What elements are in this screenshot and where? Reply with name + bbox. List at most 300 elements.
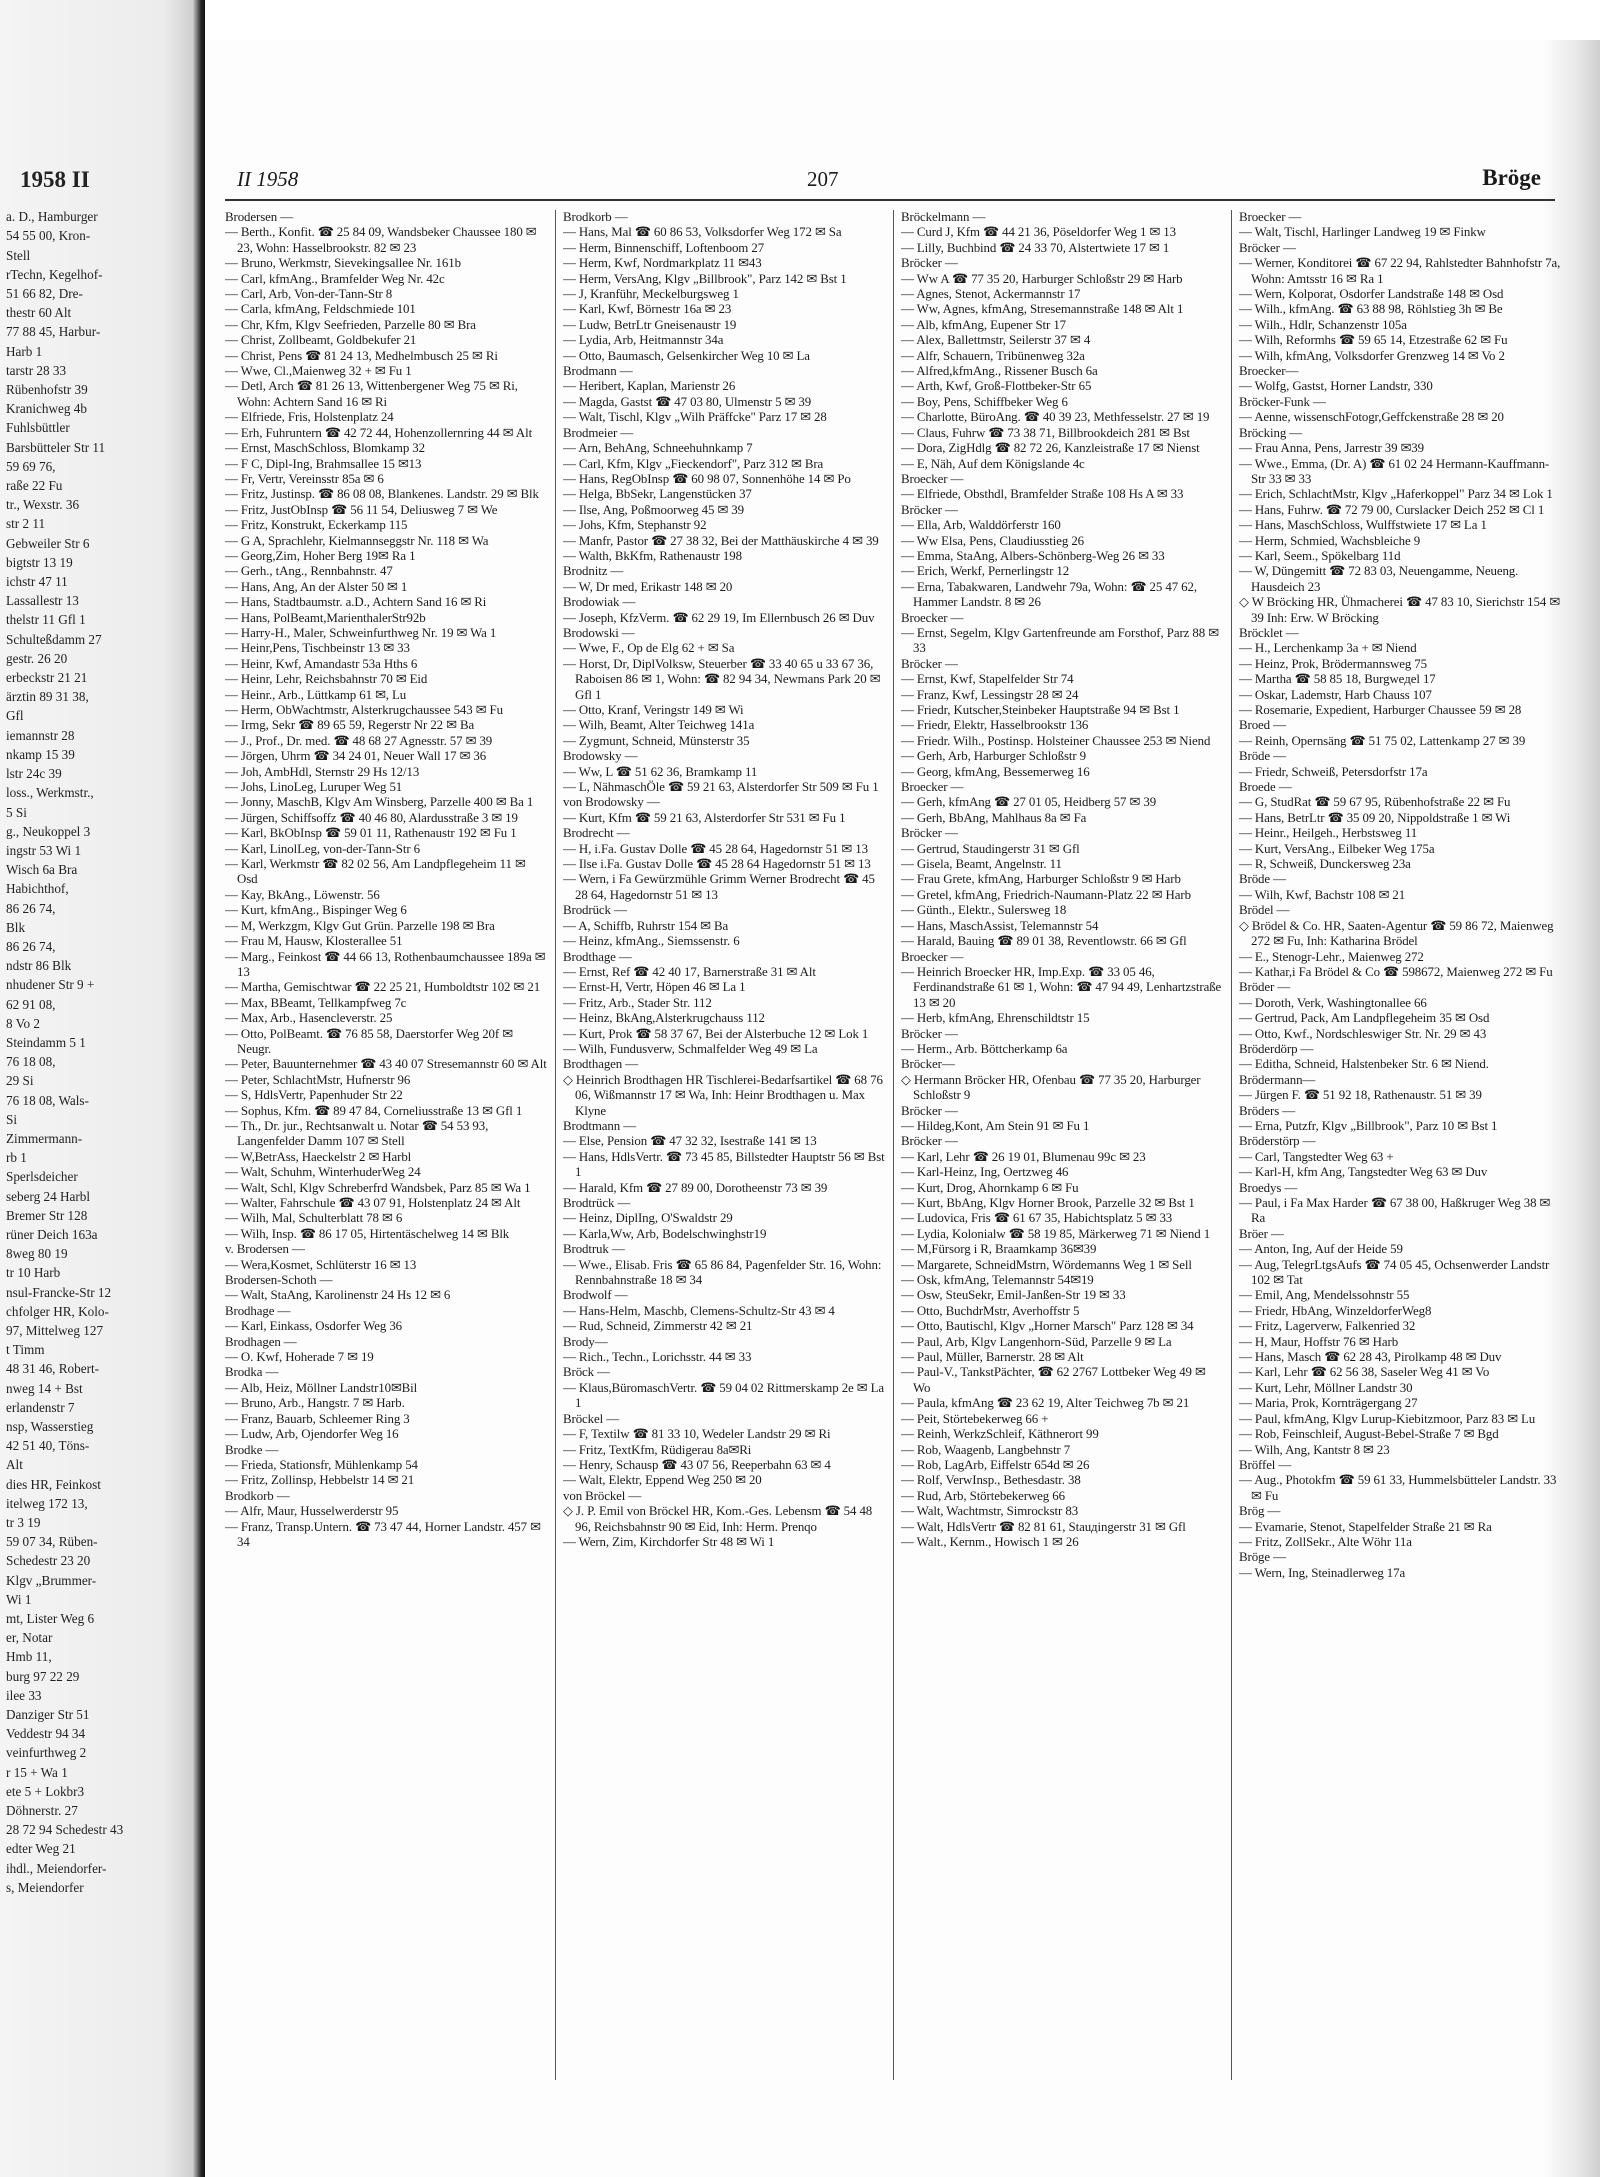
left-page-line: 86 26 74, xyxy=(6,900,56,916)
directory-entry: — Friedr, Elektr, Hasselbrookstr 136 xyxy=(901,718,1089,733)
left-page-line: chfolger HR, Kolo- xyxy=(6,1303,109,1319)
directory-entry: — Hans-Helm, Maschb, Clemens-Schultz-Str 43 ✉ 4 xyxy=(563,1303,835,1318)
left-page-header: 1958 II xyxy=(20,167,90,192)
left-page-line: Veddestr 94 34 xyxy=(6,1726,86,1742)
directory-entry: — Hans, Stadtbaumstr. a.D., Achtern Sand 16 ✉ Ri xyxy=(225,595,487,610)
surname-heading: v. Brodersen — xyxy=(225,1242,305,1257)
left-page-line: tr 3 19 xyxy=(6,1515,41,1531)
left-page-line: 51 66 82, Dre- xyxy=(6,286,83,302)
directory-entry: — Agnes, Stenot, Ackermannstr 17 xyxy=(901,287,1081,302)
left-page-line: 59 07 34, Rüben- xyxy=(6,1534,98,1550)
directory-entry: — Fritz, Arb., Stader Str. 112 xyxy=(563,995,712,1010)
left-page-line: ndstr 86 Blk xyxy=(6,958,72,974)
directory-entry: — Heinrich Broecker HR, Imp.Exp. ☎ 33 05 46, Ferdinandstraße 61 ✉ 1, Wohn: ☎ 47 94 49, Lenhartzstraße 13 ✉ 20 xyxy=(901,964,1222,1010)
left-page-line: bigtstr 13 19 xyxy=(6,554,73,570)
directory-entry: — Walt, Elektr, Eppend Weg 250 ✉ 20 xyxy=(563,1473,762,1488)
directory-entry: — J., Prof., Dr. med. ☎ 48 68 27 Agnesstr. 57 ✉ 39 xyxy=(225,733,493,748)
directory-entry: — Otto, Kwf., Nordschleswiger Str. Nr. 29 ✉ 43 xyxy=(1239,1026,1487,1041)
directory-entry: — W,BetrAss, Haeckelstr 2 ✉ Harbl xyxy=(225,1149,412,1164)
left-page-line: 59 69 76, xyxy=(6,458,56,474)
surname-heading: Bröer — xyxy=(1239,1226,1284,1241)
left-page-line: iemannstr 28 xyxy=(6,727,75,743)
directory-entry: — Herm, Schmied, Wachsbleiche 9 xyxy=(1239,533,1421,548)
directory-entry: — Elfriede, Obsthdl, Bramfelder Straße 108 Hs A ✉ 33 xyxy=(901,487,1184,502)
surname-heading: Bröckelmann — xyxy=(901,210,986,224)
directory-entry: — Ww A ☎ 77 35 20, Harburger Schloßstr 29 ✉ Harb xyxy=(901,271,1183,286)
directory-entry: — Otto, Kranf, Veringstr 149 ✉ Wi xyxy=(563,703,744,717)
directory-entry: — W, Düngemitt ☎ 72 83 03, Neuengamme, Neueng. Hausdeich 23 xyxy=(1239,564,1519,594)
directory-entry: — Claus, Fuhrw ☎ 73 38 71, Billbrookdeich 281 ✉ Bst xyxy=(901,425,1190,440)
directory-entry: — Peter, Bauunternehmer ☎ 43 40 07 Stresemannstr 60 ✉ Alt xyxy=(225,1057,547,1072)
column-2 xyxy=(563,210,885,2090)
directory-entry: — Margarete, SchneidMstrn, Wördemanns Weg 1 ✉ Sell xyxy=(901,1257,1192,1272)
surname-heading: Brodwolf — xyxy=(563,1288,628,1303)
directory-columns xyxy=(225,210,1561,2090)
surname-heading: Bröffel — xyxy=(1239,1457,1292,1472)
directory-entry: — Heinz, Prok, Brödermannsweg 75 xyxy=(1239,656,1427,671)
directory-entry: — Karl, Seem., Spökelbarg 11d xyxy=(1239,548,1401,563)
directory-entry: — Hans, BetrLtr ☎ 35 09 20, Nippoldstraße 1 ✉ Wi xyxy=(1239,810,1511,825)
directory-entry: — Hans, MaschAssist, Telemannstr 54 xyxy=(901,918,1099,933)
left-page-line: dies HR, Feinkost xyxy=(6,1476,101,1492)
directory-entry: — Evamarie, Stenot, Stapelfelder Straße 21 ✉ Ra xyxy=(1239,1519,1492,1534)
directory-entry: — Fritz, Konstrukt, Eckerkamp 115 xyxy=(225,518,408,533)
directory-entry: — Aug, TelegrLtgsAufs ☎ 74 05 45, Ochsenwerder Landstr 102 ✉ Tat xyxy=(1239,1257,1550,1288)
directory-entry: — Karl, Kwf, Börnestr 16a ✉ 23 xyxy=(563,302,732,317)
directory-entry: — Fritz, TextKfm, Rüdigerau 8a✉Ri xyxy=(563,1442,752,1457)
left-page-fragment xyxy=(0,150,185,2100)
surname-heading: Brodersen-Schoth — xyxy=(225,1273,333,1288)
directory-entry: — Henry, Schausp ☎ 43 07 56, Reeperbahn 63 ✉ 4 xyxy=(563,1457,831,1472)
surname-heading: Bröcker — xyxy=(901,826,958,841)
directory-entry: — Heinr,Pens, Tischbeinstr 13 ✉ 33 xyxy=(225,641,410,656)
left-page-line: 42 51 40, Töns- xyxy=(6,1438,90,1454)
left-page-line: 8weg 80 19 xyxy=(6,1246,68,1262)
left-page-line: Gfl xyxy=(6,708,24,724)
directory-entry: — Oskar, Lademstr, Harb Chauss 107 xyxy=(1239,687,1432,702)
directory-entry: — Herm., Arb. Böttcherkamp 6a xyxy=(901,1041,1068,1056)
left-page-line: 77 88 45, Harbur- xyxy=(6,324,101,340)
directory-entry: — Charlotte, BüroAng. ☎ 40 39 23, Methfesselstr. 27 ✉ 19 xyxy=(901,410,1210,425)
surname-heading: von Bröckel — xyxy=(563,1488,642,1503)
left-page-line: erlandenstr 7 xyxy=(6,1399,75,1415)
surname-heading: Bröders — xyxy=(1239,1103,1296,1118)
directory-entry: — Th., Dr. jur., Rechtsanwalt u. Notar ☎ 54 53 93, Langenfelder Damm 107 ✉ Stell xyxy=(225,1118,489,1149)
directory-entry: — F C, Dipl-Ing, Brahmsallee 15 ✉13 xyxy=(225,456,422,471)
directory-entry: — Alb, kfmAng, Eupener Str 17 xyxy=(901,317,1067,332)
column-1 xyxy=(225,210,547,2090)
directory-entry: — Rosemarie, Expedient, Harburger Chaussee 59 ✉ 28 xyxy=(1239,703,1522,717)
left-page-line: Barsbütteler Str 11 xyxy=(6,439,106,455)
directory-entry: — Ernst, MaschSchloss, Blomkamp 32 xyxy=(225,441,425,456)
left-page-line: ete 5 + Lokbr3 xyxy=(6,1783,85,1799)
surname-heading: Bröcker— xyxy=(901,1057,955,1072)
column-divider xyxy=(1231,210,1232,2080)
directory-entry: — Ww Elsa, Pens, Claudiusstieg 26 xyxy=(901,533,1085,548)
directory-entry: — Karl, Werkmstr ☎ 82 02 56, Am Landpflegeheim 11 ✉ Osd xyxy=(225,857,526,887)
directory-entry: — Joh, AmbHdl, Sternstr 29 Hs 12/13 xyxy=(225,764,420,779)
directory-entry: — Georg, kfmAng, Bessemerweg 16 xyxy=(901,764,1090,779)
directory-entry: — Reinh, Opernsäng ☎ 51 75 02, Lattenkamp 27 ✉ 39 xyxy=(1239,733,1526,748)
directory-entry: — Heinr., Arb., Lüttkamp 61 ✉, Lu xyxy=(225,687,407,702)
directory-entry: — Osk, kfmAng, Telemannstr 54✉19 xyxy=(901,1273,1094,1288)
surname-heading: Broecker — xyxy=(901,780,964,795)
surname-heading: Bröcker — xyxy=(1239,240,1296,255)
directory-entry: — Karl, Lehr ☎ 26 19 01, Blumenau 99c ✉ 23 xyxy=(901,1149,1146,1164)
directory-entry: — Herm, Kwf, Nordmarkplatz 11 ✉43 xyxy=(563,256,762,271)
left-page-line: Danziger Str 51 xyxy=(6,1707,90,1723)
directory-entry: — M, Werkzgm, Klgv Gut Grün. Parzelle 198 ✉ Bra xyxy=(225,918,495,933)
left-page-line: gestr. 26 20 xyxy=(6,650,68,666)
directory-entry: — Emil, Ang, Mendelssohnstr 55 xyxy=(1239,1288,1410,1303)
left-page-line: tr 10 Harb xyxy=(6,1265,61,1281)
directory-entry: — Kurt, kfmAng., Bispinger Weg 6 xyxy=(225,903,407,918)
directory-entry: — Alex, Ballettmstr, Seilerstr 37 ✉ 4 xyxy=(901,333,1091,348)
directory-entry: — Martha, Gemischtwar ☎ 22 25 21, Humboldtstr 102 ✉ 21 xyxy=(225,980,541,995)
left-page-line: Sperlsdeicher xyxy=(6,1169,78,1185)
directory-entry: — Hildeg,Kont, Am Stein 91 ✉ Fu 1 xyxy=(901,1118,1090,1133)
directory-entry: — Carl, kfmAng., Bramfelder Weg Nr. 42c xyxy=(225,271,445,286)
directory-entry: — Ernst, Kwf, Stapelfelder Str 74 xyxy=(901,672,1074,687)
directory-entry: — Ludw, BetrLtr Gneisenaustr 19 xyxy=(563,317,737,332)
surname-heading: Brody— xyxy=(563,1334,608,1349)
directory-entry: — Walt, StaAng, Karolinenstr 24 Hs 12 ✉ 6 xyxy=(225,1288,451,1303)
directory-entry: — Harald, Bauing ☎ 89 01 38, Reventlowstr. 66 ✉ Gfl xyxy=(901,934,1187,949)
left-page-line: g., Neukoppel 3 xyxy=(6,823,91,839)
surname-heading: Brodka — xyxy=(225,1365,279,1380)
directory-entry: — Max, BBeamt, Tellkampfweg 7c xyxy=(225,995,407,1010)
directory-entry: — Emma, StaAng, Albers-Schönberg-Weg 26 ✉ 33 xyxy=(901,548,1165,563)
left-page-line: rb 1 xyxy=(6,1150,27,1166)
directory-entry: — Alfr, Maur, Husselwerderstr 95 xyxy=(225,1504,399,1519)
directory-entry: — Walt, Schuhm, WinterhuderWeg 24 xyxy=(225,1165,421,1180)
directory-entry: — J, Kranführ, Meckelburgsweg 1 xyxy=(563,287,739,302)
directory-entry: — Osw, SteuSekr, Emil-Janßen-Str 19 ✉ 33 xyxy=(901,1288,1126,1303)
directory-entry: — Kurt, Drog, Ahornkamp 6 ✉ Fu xyxy=(901,1180,1079,1195)
left-page-line: ihdl., Meiendorfer- xyxy=(6,1860,107,1876)
directory-entry: — Hans, Mal ☎ 60 86 53, Volksdorfer Weg 172 ✉ Sa xyxy=(563,225,842,240)
directory-entry: — Fritz, Zollinsp, Hebbelstr 14 ✉ 21 xyxy=(225,1473,415,1488)
directory-entry: — Frieda, Stationsfr, Mühlenkamp 54 xyxy=(225,1457,418,1472)
surname-heading: Brödermann— xyxy=(1239,1072,1316,1087)
directory-entry: — Ernst-H, Vertr, Höpen 46 ✉ La 1 xyxy=(563,980,746,995)
left-page-line: Döhnerstr. 27 xyxy=(6,1803,78,1819)
left-page-line: er, Notar xyxy=(6,1630,53,1646)
directory-entry: — Carl, Kfm, Klgv „Fieckendorf", Parz 312 ✉ Bra xyxy=(563,456,824,471)
directory-entry: — Wilh, Mal, Schulterblatt 78 ✉ 6 xyxy=(225,1211,403,1226)
directory-entry: — Kurt, BbAng, Klgv Horner Brook, Parzelle 32 ✉ Bst 1 xyxy=(901,1196,1195,1210)
directory-entry: — Manfr, Pastor ☎ 27 38 32, Bei der Matthäuskirche 4 ✉ 39 xyxy=(563,533,879,548)
directory-entry: — Frau M, Hausw, Klosterallee 51 xyxy=(225,934,403,949)
surname-heading: Brodowiak — xyxy=(563,595,636,610)
surname-heading: Brodmeier — xyxy=(563,425,634,440)
directory-entry: — H, Maur, Hoffstr 76 ✉ Harb xyxy=(1239,1334,1399,1349)
directory-entry: — R, Schweiß, Dunckersweg 23a xyxy=(1239,857,1411,872)
directory-entry: — Karl, LinolLeg, von-der-Tann-Str 6 xyxy=(225,841,420,856)
left-page-line: t Timm xyxy=(6,1342,45,1358)
directory-entry: — Erna, Putzfr, Klgv „Billbrook", Parz 10 ✉ Bst 1 xyxy=(1239,1118,1498,1133)
directory-entry: — Heinz, BkAng,Alsterkrugchauss 112 xyxy=(563,1011,765,1026)
left-page-line: ärztin 89 31 38, xyxy=(6,689,89,705)
surname-heading: von Brodowsky — xyxy=(563,795,660,810)
directory-entry: — Kurt, Lehr, Möllner Landstr 30 xyxy=(1239,1380,1413,1395)
directory-entry: — Wolfg, Gastst, Horner Landstr, 330 xyxy=(1239,379,1433,394)
directory-entry: — Wern, i Fa Gewürzmühle Grimm Werner Brodrecht ☎ 45 28 64, Hagedornstr 51 ✉ 13 xyxy=(563,872,875,902)
directory-entry: — Walt, Tischl, Harlinger Landweg 19 ✉ Finkw xyxy=(1239,225,1486,240)
directory-entry: — Walt, Wachtmstr, Simrockstr 83 xyxy=(901,1504,1079,1519)
surname-heading: Brodtmann — xyxy=(563,1118,637,1133)
directory-entry: — Wilh., Hdlr, Schanzenstr 105a xyxy=(1239,317,1407,332)
directory-entry: — Anton, Ing, Auf der Heide 59 xyxy=(1239,1242,1403,1257)
directory-entry: — Ww, Agnes, kfmAng, Stresemannstraße 148 ✉ Alt 1 xyxy=(901,302,1184,317)
surname-heading: Bröckel — xyxy=(563,1411,620,1426)
surname-heading: Broecker — xyxy=(901,949,964,964)
directory-entry: — Ernst, Ref ☎ 42 40 17, Barnerstraße 31 ✉ Alt xyxy=(563,964,816,979)
surname-heading: Brodke — xyxy=(225,1442,279,1457)
surname-heading: Brodhage — xyxy=(225,1303,291,1318)
directory-entry: — Lydia, Kolonialw ☎ 58 19 85, Märkerweg 71 ✉ Niend 1 xyxy=(901,1226,1211,1241)
directory-entry: — Walth, BkKfm, Rathenaustr 198 xyxy=(563,548,742,563)
directory-entry: — Ludovica, Fris ☎ 61 67 35, Habichtsplatz 5 ✉ 33 xyxy=(901,1211,1173,1226)
directory-entry: — Karl-Heinz, Ing, Oertzweg 46 xyxy=(901,1165,1069,1180)
directory-entry: — Gerh, BbAng, Mahlhaus 8a ✉ Fa xyxy=(901,810,1087,825)
surname-heading: Bröck — xyxy=(563,1365,610,1380)
directory-entry: — Hans, PolBeamt,MarienthalerStr92b xyxy=(225,610,426,625)
surname-heading: Bröcking — xyxy=(1239,425,1303,440)
directory-entry: — Klaus,BüromaschVertr. ☎ 59 04 02 Rittmerskamp 2e ✉ La 1 xyxy=(563,1380,885,1411)
left-page-line: 8 Vo 2 xyxy=(6,1015,40,1031)
directory-entry: — Erna, Tabakwaren, Landwehr 79a, Wohn: ☎ 25 47 62, Hammer Landstr. 8 ✉ 26 xyxy=(901,579,1197,610)
directory-entry: — Ww, L ☎ 51 62 36, Bramkamp 11 xyxy=(563,764,758,779)
column-3 xyxy=(901,210,1223,2090)
directory-entry: — Fritz, Lagerverw, Falkenried 32 xyxy=(1239,1319,1416,1334)
directory-entry: — Karl, BkObInsp ☎ 59 01 11, Rathenaustr 192 ✉ Fu 1 xyxy=(225,826,517,841)
column-divider xyxy=(893,210,894,2080)
directory-entry: — Walt, Schl, Klgv Schreberfrd Wandsbek, Parz 85 ✉ Wa 1 xyxy=(225,1180,531,1195)
directory-entry: — Zygmunt, Schneid, Münsterstr 35 xyxy=(563,733,750,748)
left-page-line: ilee 33 xyxy=(6,1687,42,1703)
directory-entry: — Joseph, KfzVerm. ☎ 62 29 19, Im Ellernbusch 26 ✉ Duv xyxy=(563,610,875,625)
directory-entry: — Wilh, Insp. ☎ 86 17 05, Hirtentäschelweg 14 ✉ Blk xyxy=(225,1226,510,1241)
left-page-line: Si xyxy=(6,1111,17,1127)
left-page-line: Lassallestr 13 xyxy=(6,593,79,609)
surname-heading: Bröcker — xyxy=(901,256,958,271)
surname-heading: Brodtrück — xyxy=(563,1196,631,1210)
directory-entry: — Walt, HdlsVertr ☎ 82 81 61, Stauдingerstr 31 ✉ Gfl xyxy=(901,1519,1186,1534)
directory-entry: — Hans, HdlsVertr. ☎ 73 45 85, Billstedter Hauptstr 56 ✉ Bst 1 xyxy=(563,1149,885,1180)
left-page-line: Blk xyxy=(6,919,26,935)
directory-entry: — Irmg, Sekr ☎ 89 65 59, Regerstr Nr 22 ✉ Ba xyxy=(225,718,475,733)
page-header xyxy=(225,165,1555,201)
directory-entry: — Detl, Arch ☎ 81 26 13, Wittenbergener Weg 75 ✉ Ri, Wohn: Achtern Sand 16 ✉ Ri xyxy=(225,379,518,409)
directory-entry: — Harry-H., Maler, Schweinfurthweg Nr. 19 ✉ Wa 1 xyxy=(225,625,497,640)
directory-entry: — Gertrud, Pack, Am Landpflegeheim 35 ✉ Osd xyxy=(1239,1011,1490,1026)
directory-entry: — Johs, LinoLeg, Luruper Weg 51 xyxy=(225,780,403,795)
directory-entry: — Erich, Werkf, Pernerlingstr 12 xyxy=(901,564,1070,579)
directory-entry: — Fritz, ZollSekr., Alte Wöhr 11a xyxy=(1239,1534,1412,1549)
surname-heading: Bröcklet — xyxy=(1239,625,1299,640)
directory-entry: — Alb, Heiz, Möllner Landstr10✉Bil xyxy=(225,1380,418,1395)
left-page-line: 97, Mittelweg 127 xyxy=(6,1322,104,1338)
left-page-line: Stell xyxy=(6,247,31,263)
directory-entry: — Hans, MaschSchloss, Wulffstwiete 17 ✉ La 1 xyxy=(1239,518,1487,533)
directory-entry: — Lilly, Buchbind ☎ 24 33 70, Alstertwiete 17 ✉ 1 xyxy=(901,240,1170,255)
directory-entry: — Gerh., tAng., Rennbahnstr. 47 xyxy=(225,564,393,579)
left-page-line: Kranichweg 4b xyxy=(6,401,87,417)
directory-entry: — G, StudRat ☎ 59 67 95, Rübenhofstraße 22 ✉ Fu xyxy=(1239,795,1511,810)
directory-entry: — Otto, Bautischl, Klgv „Horner Marsch" Parz 128 ✉ 34 xyxy=(901,1319,1194,1334)
surname-heading: Brodowski — xyxy=(563,625,635,640)
directory-entry: — F, Textilw ☎ 81 33 10, Wedeler Landstr 29 ✉ Ri xyxy=(563,1427,831,1442)
directory-entry: — Rob, LagArb, Eiffelstr 654d ✉ 26 xyxy=(901,1457,1090,1472)
directory-entry: — Berth., Konfit. ☎ 25 84 09, Wandsbeker Chaussee 180 ✉ 23, Wohn: Hasselbrookstr. 82 ✉ 23 xyxy=(225,225,537,255)
surname-heading: Brodtruk — xyxy=(563,1242,625,1257)
left-page-line: 48 31 46, Robert- xyxy=(6,1361,100,1377)
directory-entry: — Gisela, Beamt, Angelnstr. 11 xyxy=(901,857,1062,872)
directory-entry: — Jürgen F. ☎ 51 92 18, Rathenaustr. 51 ✉ 39 xyxy=(1239,1088,1482,1103)
directory-entry: — Fr, Vertr, Vereinsstr 85a ✉ 6 xyxy=(225,471,384,486)
directory-entry: — Paula, kfmAng ☎ 23 62 19, Alter Teichweg 7b ✉ 21 xyxy=(901,1396,1190,1411)
directory-entry: — E., Stenogr-Lehr., Maienweg 272 xyxy=(1239,949,1424,964)
directory-entry: — Franz, Transp.Untern. ☎ 73 47 44, Horner Landstr. 457 ✉ 34 xyxy=(225,1519,541,1549)
directory-entry: — Paul-V., TankstPächter, ☎ 62 2767 Lottbeker Weg 49 ✉ Wo xyxy=(901,1365,1206,1395)
directory-entry: — Friedr, Kutscher,Steinbeker Hauptstraße 94 ✉ Bst 1 xyxy=(901,703,1180,717)
left-page-line: s, Meiendorfer xyxy=(6,1879,84,1895)
directory-entry: — Wwe, Cl.,Maienweg 32 + ✉ Fu 1 xyxy=(225,364,412,379)
directory-entry: — Kurt, VersAng., Eilbeker Weg 175a xyxy=(1239,841,1435,856)
directory-entry: — Hans, RegObInsp ☎ 60 98 07, Sonnenhöhe 14 ✉ Po xyxy=(563,471,851,486)
directory-entry: — Wwe., Elisab. Fris ☎ 65 86 84, Pagenfelder Str. 16, Wohn: Rennbahnstraße 18 ✉ 34 xyxy=(563,1257,882,1288)
surname-heading: Bröcker — xyxy=(901,1026,958,1041)
directory-entry: ◇ Hermann Bröcker HR, Ofenbau ☎ 77 35 20, Harburger Schloßstr 9 xyxy=(901,1072,1201,1103)
directory-entry: — Fritz, JustObInsp ☎ 56 11 54, Deliusweg 7 ✉ We xyxy=(225,502,498,517)
left-page-line: 76 18 08, xyxy=(6,1054,56,1070)
left-page-line: Gebweiler Str 6 xyxy=(6,535,90,551)
surname-heading: Brödel — xyxy=(1239,903,1290,918)
left-page-line: seberg 24 Harbl xyxy=(6,1188,90,1204)
surname-heading: Bröder — xyxy=(1239,980,1291,995)
directory-entry: — Arn, BehAng, Schneehuhnkamp 7 xyxy=(563,441,753,456)
left-page-line: nhudener Str 9 + xyxy=(6,977,95,993)
directory-entry: — Magda, Gastst ☎ 47 03 80, Ulmenstr 5 ✉ 39 xyxy=(563,394,812,409)
directory-entry: — Wilh., kfmAng. ☎ 63 88 98, Röhlstieg 3h ✉ Be xyxy=(1239,302,1503,317)
directory-entry: — Rob, Waagenb, Langbehnstr 7 xyxy=(901,1442,1071,1457)
directory-entry: — Alfr, Schauern, Tribünenweg 32a xyxy=(901,348,1085,363)
surname-heading: Brodrecht — xyxy=(563,826,630,841)
volume-year: II 1958 xyxy=(237,167,299,191)
column-4 xyxy=(1239,210,1561,2090)
directory-entry: — Christ, Zollbeamt, Goldbekufer 21 xyxy=(225,333,417,348)
left-page-line: rüner Deich 163a xyxy=(6,1226,98,1242)
directory-entry: — Wilh, Beamt, Alter Teichweg 141a xyxy=(563,718,755,733)
directory-entry: — Gretel, kfmAng, Friedrich-Naumann-Platz 22 ✉ Harb xyxy=(901,887,1191,902)
directory-entry: — Martha ☎ 58 85 18, Burgweдel 17 xyxy=(1239,672,1436,687)
left-page-line: ingstr 53 Wi 1 xyxy=(6,842,82,858)
directory-entry: — Otto, BuchdrMstr, Averhoffstr 5 xyxy=(901,1303,1080,1318)
surname-heading: Broecker — xyxy=(1239,210,1302,224)
surname-heading: Brodhagen — xyxy=(225,1334,297,1349)
directory-entry: — Walt., Kernm., Howisch 1 ✉ 26 xyxy=(901,1534,1079,1549)
directory-entry: — Heinr, Lehr, Reichsbahnstr 70 ✉ Eid xyxy=(225,672,428,687)
surname-heading: Broed — xyxy=(1239,718,1286,733)
directory-entry: — Ella, Arb, Walddörferstr 160 xyxy=(901,518,1061,533)
surname-heading: Broecker — xyxy=(901,471,964,486)
directory-entry: — Elfriede, Fris, Holstenplatz 24 xyxy=(225,410,394,425)
directory-entry: — Gerh, kfmAng ☎ 27 01 05, Heidberg 57 ✉ 39 xyxy=(901,795,1157,810)
directory-entry: — Lydia, Arb, Heitmannstr 34a xyxy=(563,333,724,348)
surname-heading: Bröcker — xyxy=(901,1103,958,1118)
directory-entry: — Aug., Photokfm ☎ 59 61 33, Hummelsbütteler Landstr. 33 ✉ Fu xyxy=(1239,1473,1557,1503)
directory-entry: ◇ W Bröcking HR, Ühmacherei ☎ 47 83 10, Sierichstr 154 ✉ 39 Inh: Erw. W Bröcking xyxy=(1239,595,1561,625)
surname-heading: Brodkorb — xyxy=(563,210,628,224)
directory-entry: — M,Fürsorg i R, Braamkamp 36✉39 xyxy=(901,1242,1097,1257)
directory-entry: — Heinz, kfmAng., Siemssenstr. 6 xyxy=(563,934,740,949)
directory-entry: — Rob, Feinschleif, August-Bebel-Straße 7 ✉ Bgd xyxy=(1239,1427,1499,1442)
left-page-line: itelweg 172 13, xyxy=(6,1495,88,1511)
surname-heading: Bröcker — xyxy=(901,1134,958,1149)
left-page-line: Zimmermann- xyxy=(6,1130,83,1146)
left-page-line: thestr 60 Alt xyxy=(6,305,72,321)
directory-entry: — Karla,Ww, Arb, Bodelschwinghstr19 xyxy=(563,1226,767,1241)
directory-entry: — E, Näh, Auf dem Königslande 4c xyxy=(901,456,1085,471)
directory-entry: — Reinh, WerkzSchleif, Käthnerort 99 xyxy=(901,1427,1099,1442)
left-page-line: burg 97 22 29 xyxy=(6,1668,80,1684)
directory-entry: — Wilh, Kwf, Bachstr 108 ✉ 21 xyxy=(1239,887,1406,902)
directory-entry: — Erich, SchlachtMstr, Klgv „Haferkoppel" Parz 34 ✉ Lok 1 xyxy=(1239,487,1553,502)
directory-entry: — Otto, PolBeamt. ☎ 76 85 58, Daerstorfer Weg 20f ✉ Neugr. xyxy=(225,1026,513,1056)
left-page-line: 5 Si xyxy=(6,804,27,820)
left-page-line: Bremer Str 128 xyxy=(6,1207,88,1223)
left-page-line: Wisch 6a Bra xyxy=(6,862,78,878)
directory-entry: — Alfred,kfmAng., Rissener Busch 6a xyxy=(901,364,1098,379)
left-page-line: nkamp 15 39 xyxy=(6,746,75,762)
directory-entry: — Sophus, Kfm. ☎ 89 47 84, Corneliusstraße 13 ✉ Gfl 1 xyxy=(225,1103,523,1118)
left-page-line: Rübenhofstr 39 xyxy=(6,382,88,398)
directory-entry: — Hans, Fuhrw. ☎ 72 79 00, Curslacker Deich 252 ✉ Cl 1 xyxy=(1239,502,1545,517)
left-page-line: tr., Wexstr. 36 xyxy=(6,497,80,513)
directory-entry: — Bruno, Arb., Hangstr. 7 ✉ Harb. xyxy=(225,1396,405,1411)
surname-heading: Brodowsky — xyxy=(563,749,638,764)
surname-heading: Broedys — xyxy=(1239,1180,1298,1195)
directory-entry: — Karl, Lehr ☎ 62 56 38, Saseler Weg 41 ✉ Vo xyxy=(1239,1365,1490,1380)
directory-entry: — Boy, Pens, Schiffbeker Weg 6 xyxy=(901,394,1068,409)
directory-entry: — Ilse, Ang, Poßmoorweg 45 ✉ 39 xyxy=(563,502,745,517)
surname-heading: Bröde — xyxy=(1239,749,1286,764)
left-page-line: 86 26 74, xyxy=(6,938,56,954)
directory-entry: — Wilh, kfmAng, Volksdorfer Grenzweg 14 ✉ Vo 2 xyxy=(1239,348,1505,363)
directory-entry: — Herm, Binnenschiff, Loftenboom 27 xyxy=(563,240,765,255)
directory-entry: — A, Schiffb, Ruhrstr 154 ✉ Ba xyxy=(563,918,729,933)
directory-entry: — Rud, Schneid, Zimmerstr 42 ✉ 21 xyxy=(563,1319,753,1334)
directory-entry: — Christ, Pens ☎ 81 24 13, Medhelmbusch 25 ✉ Ri xyxy=(225,348,498,363)
directory-entry: — Wilh, Reformhs ☎ 59 65 14, Etzestraße 62 ✉ Fu xyxy=(1239,333,1508,348)
directory-entry: — Günth., Elektr., Sulersweg 18 xyxy=(901,903,1067,918)
directory-entry: — Karl, Einkass, Osdorfer Weg 36 xyxy=(225,1319,403,1334)
left-page-line: a. D., Hamburger xyxy=(6,209,98,225)
directory-entry: — Maria, Prok, Kornträgergang 27 xyxy=(1239,1396,1418,1411)
left-page-line: nsul-Francke-Str 12 xyxy=(6,1284,112,1300)
directory-entry: — Rud, Arb, Störtebekerweg 66 xyxy=(901,1488,1065,1503)
directory-entry: — Wwe., Emma, (Dr. A) ☎ 61 02 24 Hermann-Kauffmann-Str 33 ✉ 33 xyxy=(1239,456,1550,486)
directory-entry: — Jürgen, Schiffsoffz ☎ 40 46 80, Alardusstraße 3 ✉ 19 xyxy=(225,810,518,825)
directory-entry: — Peter, SchlachtMstr, Hufnerstr 96 xyxy=(225,1072,411,1087)
directory-entry: — Wern, Kolporat, Osdorfer Landstraße 148 ✉ Osd xyxy=(1239,287,1504,302)
surname-heading: Broecker— xyxy=(1239,364,1299,379)
left-page-line: tarstr 28 33 xyxy=(6,362,67,378)
surname-heading: Bröderstörp — xyxy=(1239,1134,1316,1149)
left-page-line: 76 18 08, Wals- xyxy=(6,1092,89,1108)
directory-entry: — Rich., Techn., Lorichsstr. 44 ✉ 33 xyxy=(563,1350,752,1365)
